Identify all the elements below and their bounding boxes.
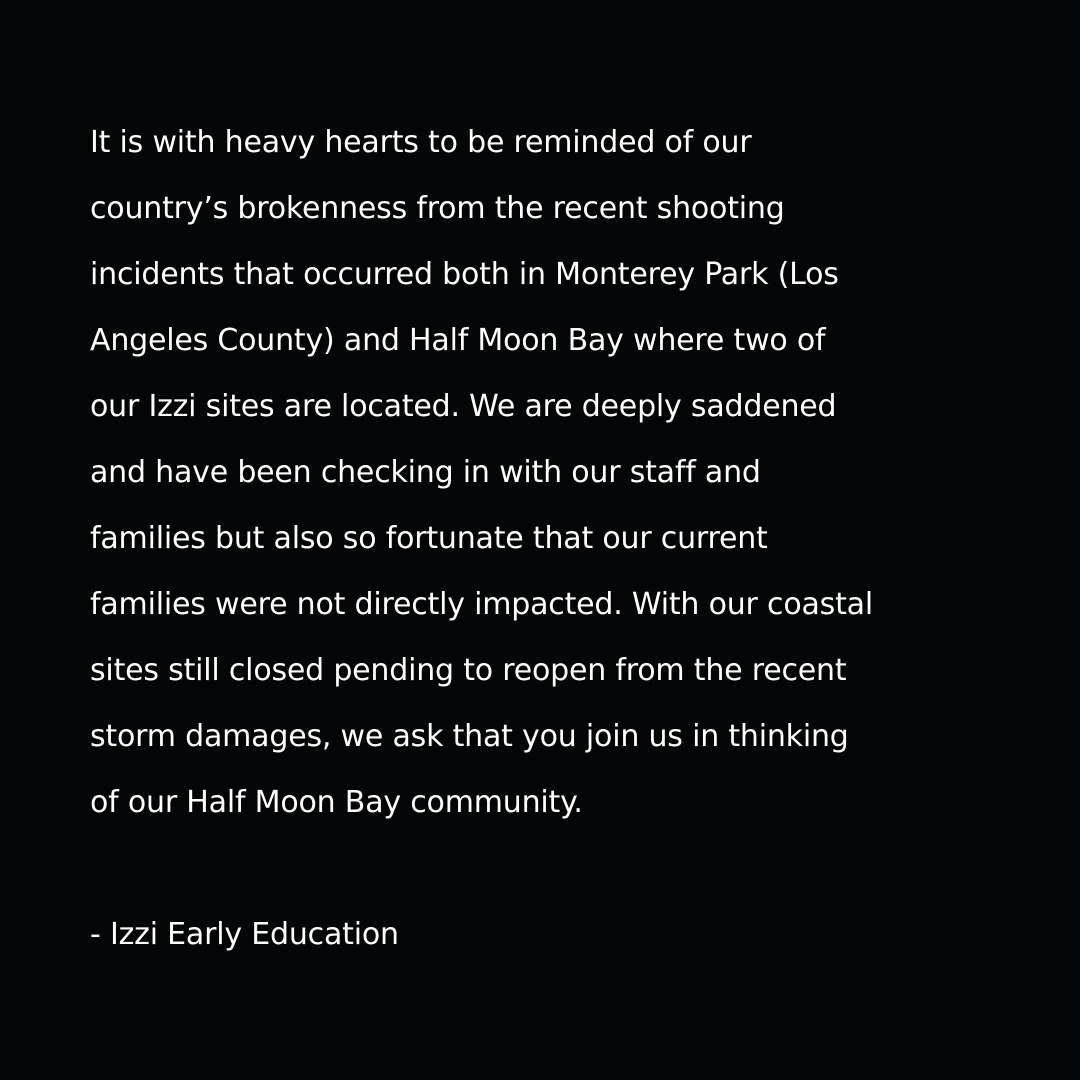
statement-line: families were not directly impacted. With our coastal [90,587,873,622]
statement-line: country’s brokenness from the recent shooting [90,191,785,226]
statement-line: sites still closed pending to reopen from the recent [90,653,847,688]
statement-line: of our Half Moon Bay community. [90,785,583,820]
statement-line: incidents that occurred both in Monterey Park (Los [90,257,839,292]
statement-line: our Izzi sites are located. We are deeply saddened [90,389,837,424]
statement-line: and have been checking in with our staff and [90,455,761,490]
statement-line: families but also so fortunate that our current [90,521,768,556]
statement-line: storm damages, we ask that you join us in thinking [90,719,849,754]
statement-line: It is with heavy hearts to be reminded of our [90,125,752,160]
signature-text: - Izzi Early Education [90,917,399,952]
statement-line: Angeles County) and Half Moon Bay where two of [90,323,826,358]
statement-text [90,110,873,836]
